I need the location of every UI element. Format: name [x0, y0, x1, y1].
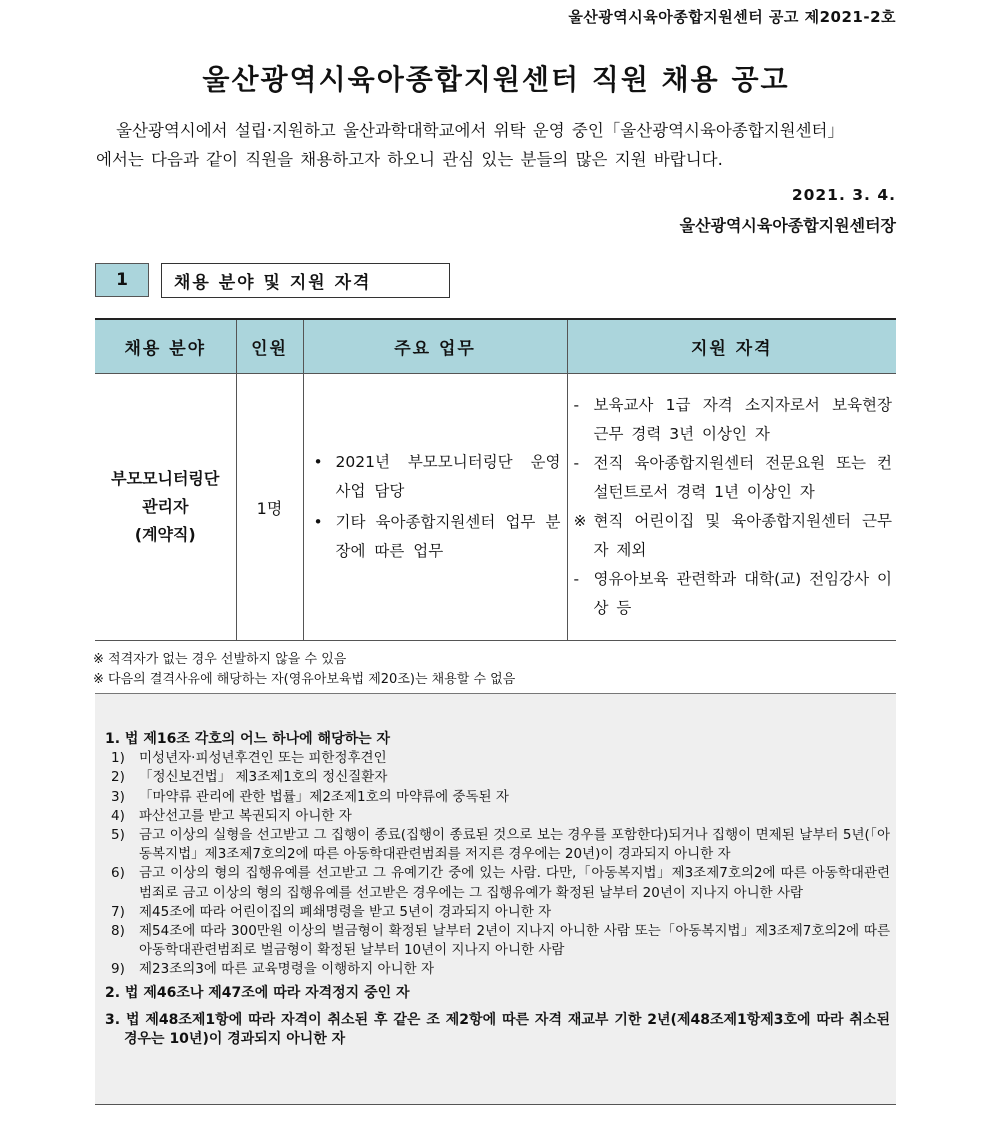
item-text: 제54조에 따라 300만원 이상의 벌금형이 확정된 날부터 2년이 지나지 아니한 사람 또는「아동복지법」제3조제7호의2에 따른 아동학대관련범죄로 벌금형이 확정된 날부터 10년이 지나지 아니한 사람 — [139, 923, 890, 959]
dash-icon: - — [573, 570, 580, 588]
qualification-item — [572, 507, 893, 565]
item-text: 미성년자·피성년후견인 또는 피한정후견인 — [139, 750, 387, 767]
note-no-qualified: ※ 적격자가 없는 경우 선발하지 않을 수 있음 — [93, 652, 347, 667]
qualification-text: 전직 육아종합지원센터 전문요원 또는 컨설턴트로서 경력 1년 이상인 자 — [593, 454, 892, 501]
item-number: 2) — [111, 769, 125, 786]
cell-field — [95, 374, 236, 641]
reference-mark-icon: ※ — [573, 512, 587, 530]
header-count: 인원 — [236, 319, 303, 374]
bullet-icon: • — [313, 513, 323, 531]
field-line: 부모모니터링단 — [111, 469, 220, 488]
item-number: 4) — [111, 807, 125, 824]
cell-duties — [303, 374, 567, 641]
disqualification-item: 3. 법 제48조제1항에 따라 자격이 취소된 후 같은 조 제2항에 따른 자격 재교부 기한 2년(제48조제1항제3호에 따라 취소된 경우는 10년)이 경과되지 아니한 자 — [105, 1011, 890, 1048]
list-item — [105, 960, 890, 979]
qualification-item — [572, 565, 893, 623]
dash-icon: - — [573, 396, 580, 414]
qualification-text: 현직 어린이집 및 육아종합지원센터 근무자 제외 — [593, 512, 892, 559]
field-line: (계약직) — [134, 525, 196, 544]
header-field: 채용 분야 — [95, 319, 236, 374]
list-item — [105, 922, 890, 960]
header-qualifications: 지원 자격 — [567, 319, 896, 374]
item-text: 금고 이상의 실형을 선고받고 그 집행이 종료(집행이 종료된 것으로 보는 경우를 포함한다)되거나 집행이 면제된 날부터 5년(「아동복지법」제3조제7호의2에 따른 아동학대관련범죄를 저지른 경우에는 20년)이 경과되지 아니한 자 — [139, 827, 890, 863]
page-title: 울산광역시육아종합지원센터 직원 채용 공고 — [202, 63, 790, 96]
list-item — [105, 903, 890, 922]
cell-qualifications — [567, 374, 896, 641]
list-item — [105, 788, 890, 807]
item-text: 파산선고를 받고 복권되지 아니한 자 — [139, 807, 352, 824]
list-item — [105, 864, 890, 902]
disqualification-item: 1. 법 제16조 각호의 어느 하나에 해당하는 자 — [105, 731, 391, 747]
section-title: 채용 분야 및 지원 자격 — [161, 263, 450, 298]
notice-date: 2021. 3. 4. — [791, 186, 896, 204]
item-number: 9) — [111, 961, 125, 978]
dash-icon: - — [573, 454, 580, 472]
bullet-icon: • — [313, 453, 323, 471]
item-number: 8) — [111, 923, 125, 940]
intro-line-2: 에서는 다음과 같이 직원을 채용하고자 하오니 관심 있는 분들의 많은 지원 바랍니다. — [96, 150, 723, 169]
item-text: 제23조의3에 따른 교육명령을 이행하지 아니한 자 — [139, 961, 435, 978]
field-line: 관리자 — [142, 497, 189, 516]
item-text: 금고 이상의 형의 집행유예를 선고받고 그 유예기간 중에 있는 사람. 다만,「아동복지법」제3조제7호의2에 따른 아동학대관련범죄로 금고 이상의 형의 집행유예를 선고받은 경우에는 그 집행유예가 확정된 날부터 20년이 지나지 아니한 사람 — [139, 865, 890, 901]
note-disqualification: ※ 다음의 결격사유에 해당하는 자(영유아보육법 제20조)는 채용할 수 없음 — [93, 672, 516, 687]
duty-text: 2021년 부모모니터링단 운영 사업 담당 — [335, 453, 561, 500]
item-number: 1) — [111, 750, 125, 767]
qualification-text: 영유아보육 관련학과 대학(교) 전임강사 이상 등 — [593, 570, 892, 617]
list-item — [105, 826, 890, 864]
item-number: 5) — [111, 827, 125, 844]
notes — [93, 650, 515, 690]
list-item — [105, 807, 890, 826]
section-number: 1 — [95, 263, 149, 297]
qualification-item — [572, 391, 893, 449]
disqualification-item: 2. 법 제46조나 제47조에 따라 자격정지 중인 자 — [105, 984, 410, 1001]
item-number: 6) — [111, 865, 125, 882]
intro-paragraph — [96, 116, 896, 174]
cell-count: 1명 — [236, 374, 303, 641]
recruitment-table — [95, 318, 896, 641]
item-number: 3) — [111, 788, 125, 805]
duty-item — [310, 508, 561, 566]
issuer-name: 울산광역시육아종합지원센터장 — [679, 216, 896, 235]
table-row — [95, 374, 896, 641]
list-item — [105, 768, 890, 787]
table-header-row — [95, 319, 896, 374]
qualification-text: 보육교사 1급 자격 소지자로서 보육현장 근무 경력 3년 이상인 자 — [593, 396, 892, 443]
item-text: 제45조에 따라 어린이집의 폐쇄명령을 받고 5년이 경과되지 아니한 자 — [139, 903, 552, 920]
header-duties: 주요 업무 — [303, 319, 567, 374]
intro-line-1: 울산광역시에서 설립·지원하고 울산과학대학교에서 위탁 운영 중인「울산광역시육아종합지원센터」 — [116, 121, 844, 140]
item-text: 「마약류 관리에 관한 법률」제2조제1호의 마약류에 중독된 자 — [139, 788, 509, 805]
item-text: 「정신보건법」 제3조제1호의 정신질환자 — [139, 769, 388, 786]
item-number: 7) — [111, 903, 125, 920]
qualification-item — [572, 449, 893, 507]
disqualification-list — [105, 730, 890, 1049]
notice-number: 울산광역시육아종합지원센터 공고 제2021-2호 — [568, 8, 896, 26]
duty-text: 기타 육아종합지원센터 업무 분장에 따른 업무 — [335, 513, 561, 560]
list-item — [105, 749, 890, 768]
duty-item — [310, 448, 561, 506]
